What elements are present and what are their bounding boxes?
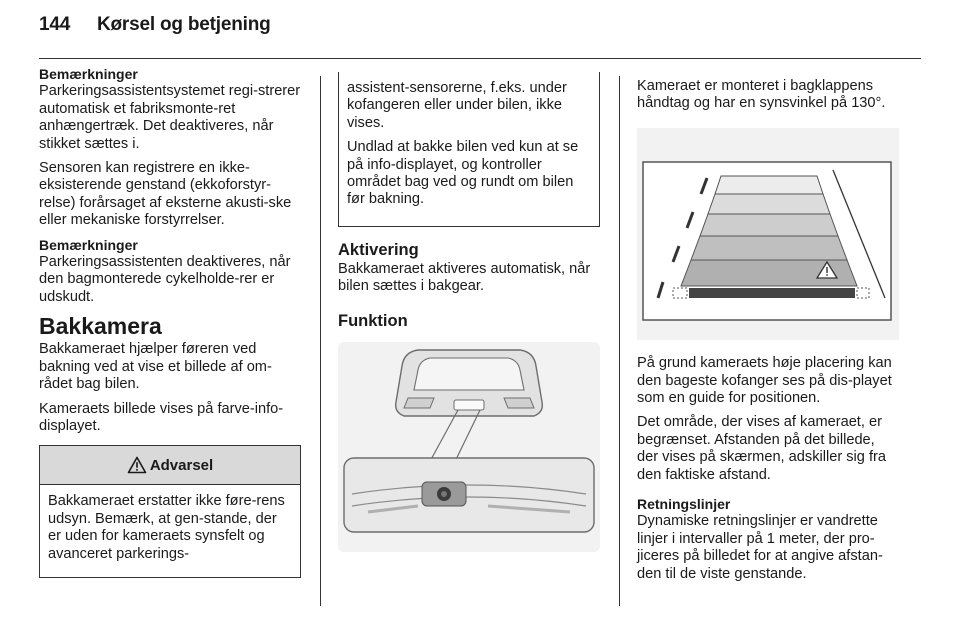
- warning-header: [40, 446, 300, 485]
- note-text: Parkeringsassistentsystemet regi-strerer automatisk et fabriksmonte-ret anhængertræk. Det deaktiveres, når stikket sættes i.: [39, 83, 301, 152]
- header-rule: [39, 58, 921, 59]
- page-header: [39, 14, 271, 36]
- section-heading-bakkamera: Bakkamera: [39, 313, 162, 340]
- warning-text-continued: assistent-sensorerne, f.eks. under kofangeren eller under bilen, ikke vises.: [347, 80, 567, 131]
- paragraph-guidelines: Dynamiske retningslinjer er vandrette linjer i intervaller på 1 meter, der pro-jiceres på billedet for at angive afstan-den til de viste genstande.: [637, 513, 883, 582]
- subheading-retningslinjer: Retningslinjer: [637, 496, 731, 513]
- column-1: [39, 66, 301, 578]
- paragraph-area: Det område, der vises af kameraet, er begrænset. Afstanden på det billede, der vises på skærmen, adskiller sig fra den faktiske afstand.: [637, 414, 886, 483]
- note-text: Parkeringsassistenten deaktiveres, når den bagmonterede cykelholde-rer er udskudt.: [39, 254, 291, 305]
- warning-title: Advarsel: [149, 456, 214, 474]
- paragraph-mount: Kameraet er monteret i bagklappens håndtag og har en synsvinkel på 130°.: [637, 78, 886, 112]
- note-title: Bemærkninger: [39, 66, 138, 82]
- warning-triangle-icon: [127, 456, 147, 474]
- section-heading-funktion: Funktion: [338, 311, 408, 330]
- section-heading-aktivering: Aktivering: [338, 240, 419, 259]
- paragraph-activation: Bakkameraet aktiveres automatisk, når bilen sættes i bakgear.: [338, 260, 591, 295]
- column-divider: [619, 76, 620, 606]
- paragraph-bumper: På grund kameraets høje placering kan den bageste kofanger ses på dis-playet som en guide for positionen.: [637, 355, 892, 407]
- paragraph-intro: Bakkameraet hjælper føreren ved bakning ved at vise et billede af om-rådet bag bilen.: [39, 341, 272, 393]
- column-2: [338, 72, 600, 557]
- warning-box-continued: [338, 72, 600, 227]
- warning-box: [39, 445, 301, 578]
- camera-guideline-display-illustration: [637, 128, 899, 340]
- column-divider: [320, 76, 321, 606]
- page-number: 144: [39, 14, 71, 35]
- paragraph-sensor: Sensoren kan registrere en ikke-eksisterende genstand (ekkoforstyr-relse) forårsaget af eksterne akusti-ske eller mekaniske forstyrrelser.: [39, 160, 292, 229]
- page-title: Kørsel og betjening: [97, 14, 271, 35]
- note-title: Bemærkninger: [39, 236, 138, 253]
- column-3: [637, 78, 899, 590]
- paragraph-display: Kameraets billede vises på farve-info-displayet.: [39, 400, 284, 434]
- car-rear-camera-illustration: [338, 342, 600, 552]
- warning-text: Bakkameraet erstatter ikke føre-rens udsyn. Bemærk, at gen-stande, der er uden for kameraets synsfelt og avanceret parkerings-: [48, 493, 285, 562]
- warning-text-continued: Undlad at bakke bilen ved kun at se på info-displayet, og kontroller området bag ved og rundt om bilen før bakning.: [347, 139, 579, 208]
